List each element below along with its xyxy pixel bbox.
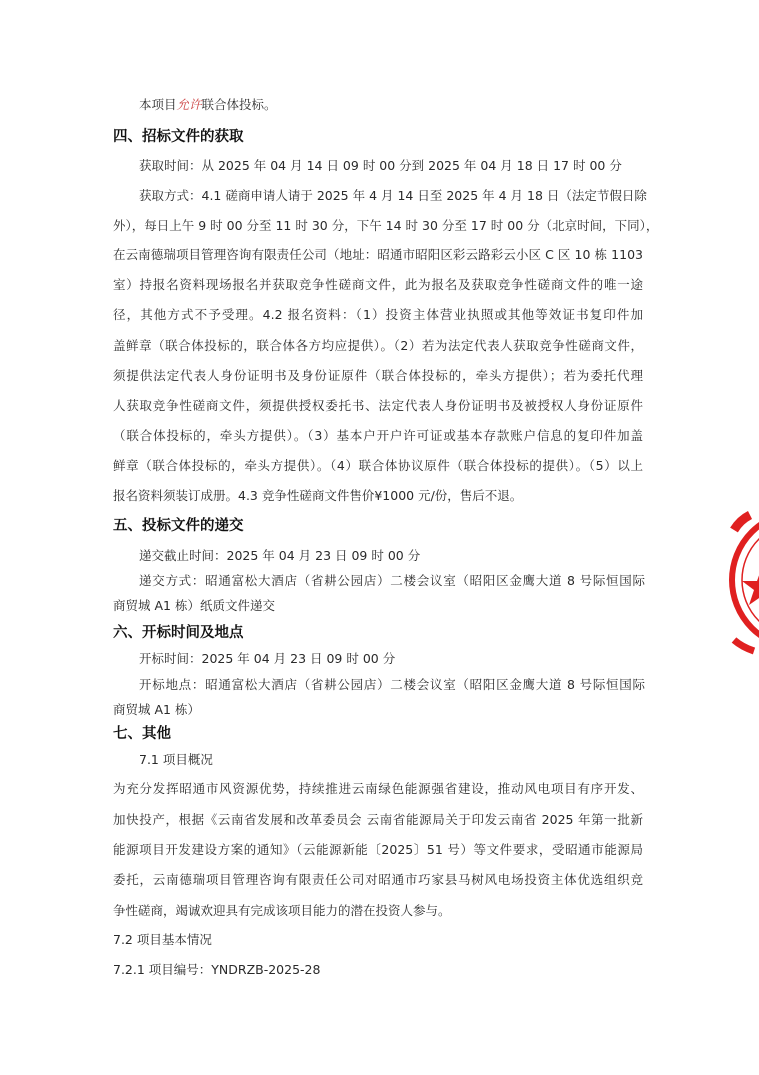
section4-method-line: 径，其他方式不予受理。4.2 报名资料：（1）投资主体营业执照或其他等效证书复印件加 [113, 307, 643, 322]
section7-sub2: 7.2 项目基本情况 [113, 932, 212, 947]
section4-method-line: 鲜章（联合体投标的，牵头方提供）。（4）联合体协议原件（联合体投标的提供）。（5）以上 [113, 458, 643, 473]
section4-method-line: 在云南德瑞项目管理咨询有限责任公司（地址：昭通市昭阳区彩云路彩云小区 C 区 10 栋 1103 [113, 247, 643, 262]
intro-allowed-word: 允许 [176, 97, 202, 112]
section5-deadline: 递交截止时间：2025 年 04 月 23 日 09 时 00 分 [139, 548, 421, 563]
overview-line: 争性磋商，竭诚欢迎具有完成该项目能力的潜在投资人参与。 [113, 903, 451, 918]
overview-line: 加快投产，根据《云南省发展和改革委员会 云南省能源局关于印发云南省 2025 年第一批新 [113, 812, 643, 827]
section4-method-line: （联合体投标的，牵头方提供）。（3）基本户开户许可证或基本存款账户信息的复印件加盖 [113, 428, 643, 443]
overview-line: 委托，云南德瑞项目管理咨询有限责任公司对昭通市巧家县马树风电场投资主体优选组织竞 [113, 872, 643, 887]
section4-method-line: 盖鲜章（联合体投标的，联合体各方均应提供）。（2）若为法定代表人获取竞争性磋商文件， [113, 338, 643, 353]
section5-method-line2: 商贸城 A1 栋）纸质文件递交 [113, 598, 275, 613]
section6-place-line2: 商贸城 A1 栋） [113, 702, 200, 717]
section4-method-line: 室）持报名资料现场报名并获取竞争性磋商文件，此为报名及获取竞争性磋商文件的唯一途 [113, 277, 643, 292]
section4-method-line: 须提供法定代表人身份证明书及身份证原件（联合体投标的，牵头方提供）；若为委托代理 [113, 368, 643, 383]
section4-method-line: 获取方式：4.1 磋商申请人请于 2025 年 4 月 14 日至 2025 年 4 月 18 日（法定节假日除 [139, 188, 647, 203]
section5-method-line1: 递交方式：昭通富松大酒店（省耕公园店）二楼会议室（昭阳区金鹰大道 8 号际恒国际 [139, 573, 645, 588]
section4-method-line: 报名资料须装订成册。4.3 竞争性磋商文件售价¥1000 元/份，售后不退。 [113, 488, 523, 503]
section4-heading: 四、招标文件的获取 [113, 129, 244, 145]
section6-place-line1: 开标地点：昭通富松大酒店（省耕公园店）二楼会议室（昭阳区金鹰大道 8 号际恒国际 [139, 677, 645, 692]
section4-method-line: 人获取竞争性磋商文件，须提供授权委托书、法定代表人身份证明书及被授权人身份证原件 [113, 398, 643, 413]
overview-line: 为充分发挥昭通市风资源优势，持续推进云南绿色能源强省建设，推动风电项目有序开发、 [113, 781, 643, 796]
section6-time: 开标时间：2025 年 04 月 23 日 09 时 00 分 [139, 651, 396, 666]
section5-heading: 五、投标文件的递交 [113, 518, 244, 534]
project-number: 7.2.1 项目编号：YNDRZB-2025-28 [113, 962, 321, 977]
overview-line: 能源项目开发建设方案的通知》（云能源新能〔2025〕51 号）等文件要求，受昭通市能源局 [113, 842, 643, 857]
section7-heading: 七、其他 [113, 726, 171, 742]
intro-prefix: 本项目 [139, 97, 177, 112]
section7-sub1: 7.1 项目概况 [139, 752, 213, 767]
section6-heading: 六、开标时间及地点 [113, 625, 244, 641]
intro-line [139, 96, 277, 114]
section4-method-line: 外），每日上午 9 时 00 分至 11 时 30 分，下午 14 时 30 分至 17 时 00 分（北京时间，下同）， [113, 218, 659, 233]
intro-suffix: 联合体投标。 [201, 97, 277, 112]
section4-time: 获取时间：从 2025 年 04 月 14 日 09 时 00 分到 2025 年 04 月 18 日 17 时 00 分 [139, 158, 622, 173]
red-seal-stamp-icon [720, 505, 759, 655]
